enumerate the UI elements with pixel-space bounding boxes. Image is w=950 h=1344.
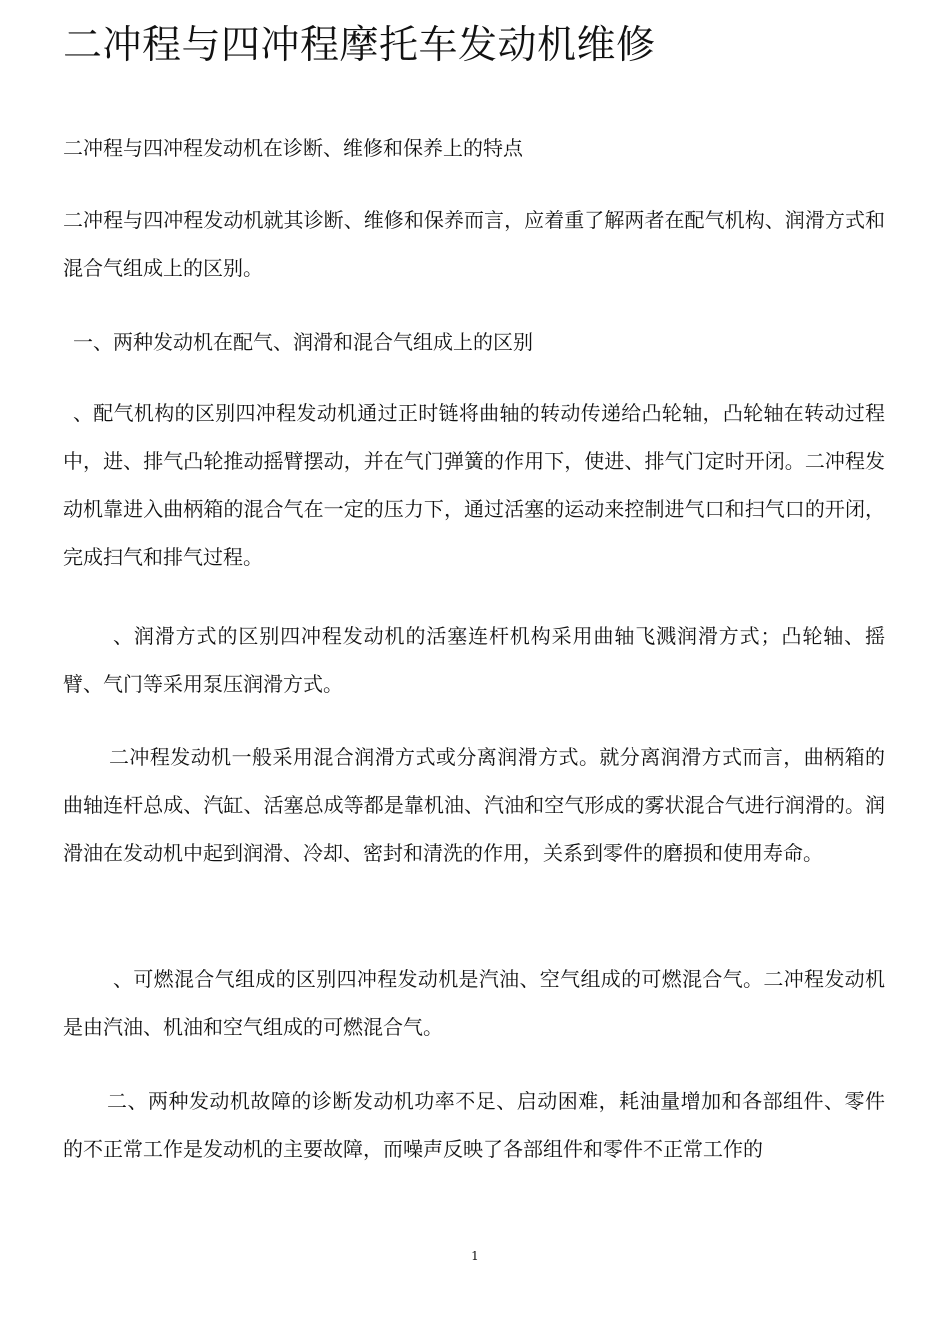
subtitle: 二冲程与四冲程发动机在诊断、维修和保养上的特点 <box>63 136 523 160</box>
paragraph-lubrication: 、润滑方式的区别四冲程发动机的活塞连杆机构采用曲轴飞溅润滑方式；凸轮轴、摇臂、气门等采用泵压润滑方式。 <box>63 624 885 696</box>
paragraph-mixture: 、可燃混合气组成的区别四冲程发动机是汽油、空气组成的可燃混合气。二冲程发动机是由汽油、机油和空气组成的可燃混合气。 <box>63 967 885 1039</box>
page-number: 1 <box>471 1249 479 1263</box>
paragraph-two-stroke-lubrication: 二冲程发动机一般采用混合润滑方式或分离润滑方式。就分离润滑方式而言，曲柄箱的曲轴连杆总成、汽缸、活塞总成等都是靠机油、汽油和空气形成的雾状混合气进行润滑的。润滑油在发动机中起到润滑、冷却、密封和清洗的作用，关系到零件的磨损和使用寿命。 <box>63 745 885 865</box>
section-heading-1: 一、两种发动机在配气、润滑和混合气组成上的区别 <box>73 330 533 354</box>
paragraph-intro: 二冲程与四冲程发动机就其诊断、维修和保养而言，应着重了解两者在配气机构、润滑方式和混合气组成上的区别。 <box>63 208 885 280</box>
section-heading-2: 二、两种发动机故障的诊断发动机功率不足、启动困难，耗油量增加和各部组件、零件的不正常工作是发动机的主要故障，而噪声反映了各部组件和零件不正常工作的 <box>63 1089 885 1161</box>
paragraph-valve-mechanism: 、配气机构的区别四冲程发动机通过正时链将曲轴的转动传递给凸轮轴，凸轮轴在转动过程中，进、排气凸轮推动摇臂摆动，并在气门弹簧的作用下，使进、排气门定时开闭。二冲程发动机靠进入曲柄箱的混合气在一定的压力下，通过活塞的运动来控制进气口和扫气口的开闭，完成扫气和排气过程。 <box>63 401 885 569</box>
document-title: 二冲程与四冲程摩托车发动机维修 <box>63 23 656 68</box>
